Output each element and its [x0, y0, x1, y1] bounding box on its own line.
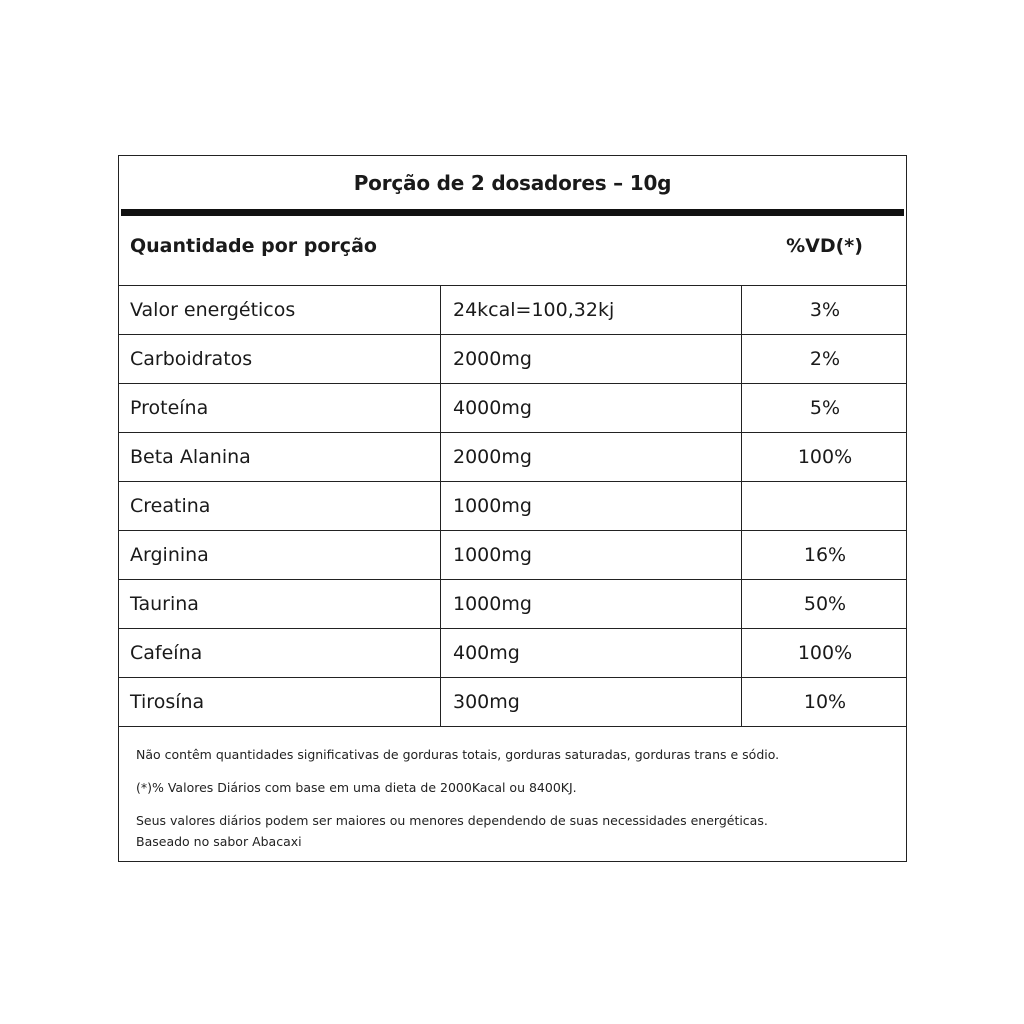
- nutrient-vd: 3%: [741, 286, 908, 334]
- nutrient-amount: 1000mg: [440, 531, 741, 579]
- nutrient-name: Proteína: [130, 397, 209, 419]
- footnote-not-significant: Não contêm quantidades significativas de gorduras totais, gorduras saturadas, gorduras trans e sódio.: [136, 747, 780, 762]
- header-quantity-label: Quantidade por porção: [130, 235, 377, 257]
- nutrient-amount: 4000mg: [440, 384, 741, 432]
- nutrient-name: Arginina: [130, 544, 209, 566]
- nutrient-name: Cafeína: [130, 642, 203, 664]
- footnote-flavor: Baseado no sabor Abacaxi: [136, 834, 302, 849]
- footnote-daily-needs-text: Seus valores diários podem ser maiores ou menores dependendo de suas necessidades energéticas.: [136, 813, 768, 828]
- nutrient-vd: 2%: [741, 335, 908, 383]
- nutrient-amount: 400mg: [440, 629, 741, 677]
- nutrient-name: Beta Alanina: [130, 446, 251, 468]
- nutrient-vd: 50%: [741, 580, 908, 628]
- nutrient-name: Creatina: [130, 495, 211, 517]
- nutrient-vd: 5%: [741, 384, 908, 432]
- footnotes: [136, 744, 896, 852]
- table-header: [119, 216, 906, 286]
- nutrient-amount: 1000mg: [440, 482, 741, 530]
- nutrient-vd: [741, 482, 908, 530]
- table-row: [119, 433, 906, 482]
- nutrient-vd: 100%: [741, 433, 908, 481]
- nutrient-name: Valor energéticos: [130, 299, 296, 321]
- table-row: [119, 482, 906, 531]
- nutrient-name: Tirosína: [130, 691, 205, 713]
- nutrient-vd: 16%: [741, 531, 908, 579]
- nutrition-table: [118, 155, 907, 862]
- nutrient-amount: 1000mg: [440, 580, 741, 628]
- header-vd-label: %VD(*): [786, 235, 863, 257]
- table-row: [119, 629, 906, 678]
- table-row: [119, 384, 906, 433]
- table-row: [119, 678, 906, 727]
- nutrient-vd: 100%: [741, 629, 908, 677]
- nutrient-amount: 300mg: [440, 678, 741, 726]
- table-row: [119, 580, 906, 629]
- table-row: [119, 335, 906, 384]
- nutrient-name: Carboidratos: [130, 348, 253, 370]
- table-title: Porção de 2 dosadores – 10g: [353, 171, 672, 195]
- nutrient-amount: 2000mg: [440, 433, 741, 481]
- nutrient-name: Taurina: [130, 593, 199, 615]
- nutrient-amount: 2000mg: [440, 335, 741, 383]
- table-row: [119, 531, 906, 580]
- footnote-daily-values: (*)% Valores Diários com base em uma dieta de 2000Kacal ou 8400KJ.: [136, 780, 577, 795]
- nutrient-amount: 24kcal=100,32kj: [440, 286, 741, 334]
- table-row: [119, 286, 906, 335]
- nutrient-vd: 10%: [741, 678, 908, 726]
- table-body: [119, 286, 906, 727]
- thick-divider: [121, 209, 904, 216]
- footnote-daily-needs: [136, 810, 896, 852]
